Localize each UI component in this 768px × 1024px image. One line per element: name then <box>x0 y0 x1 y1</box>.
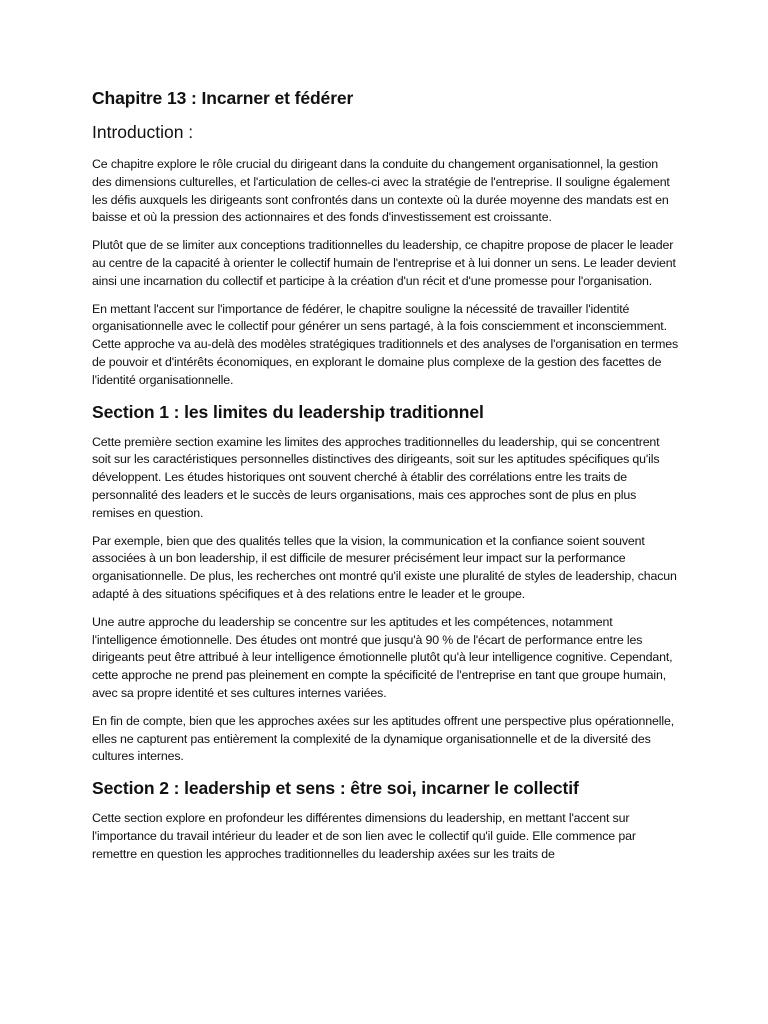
section1-paragraph: Cette première section examine les limites des approches traditionnelles du leadership, qui se concentrent soit sur les caractéristiques personnelles distinctives des dirigeants, soit sur les aptitudes spécifiques qu'ils développent. Les études historiques ont souvent cherché à établir des corrélations entre les traits de personnalité des leaders et le succès de leurs organisations, mais ces approches sont de plus en plus remises en question. <box>92 434 660 520</box>
section1-paragraph: Une autre approche du leadership se concentre sur les aptitudes et les compétences, notamment l'intelligence émotionnelle. Des études ont montré que jusqu'à 90 % de l'écart de performance entre les dirigeants peut être attribué à leur intelligence émotionnelle plutôt qu'à leur intelligence cognitive. Cependant, cette approche ne prend pas pleinement en compte la spécificité de l'entreprise en tant que groupe humain, avec sa propre identité et ses cultures internes variées. <box>92 614 673 700</box>
intro-paragraph: Plutôt que de se limiter aux conceptions traditionnelles du leadership, ce chapitre propose de placer le leader au centre de la capacité à orienter le collectif humain de l'entreprise et à lui donner un sens. Le leader devient ainsi une incarnation du collectif et participe à la création d'un récit et d'une promesse pour l'organisation. <box>92 238 676 288</box>
chapter-title: Chapitre 13 : Incarner et fédérer <box>92 88 354 108</box>
intro-heading: Introduction : <box>92 122 194 142</box>
section1-paragraph: En fin de compte, bien que les approches axées sur les aptitudes offrent une perspective plus opérationnelle, elles ne capturent pas entièrement la complexité de la dynamique organisationnelle et de la diversité des cultures internes. <box>92 713 674 764</box>
intro-paragraph: Ce chapitre explore le rôle crucial du dirigeant dans la conduite du changement organisationnel, la gestion des dimensions culturelles, et l'articulation de celles-ci avec la stratégie de l'entreprise. Il souligne également les défis auxquels les dirigeants sont confrontés dans un contexte où la durée moyenne des mandats est en baisse et où la pression des actionnaires et des fonds d'investissement est croissante. <box>92 157 670 225</box>
intro-paragraph: En mettant l'accent sur l'importance de fédérer, le chapitre souligne la nécessité de travailler l'identité organisationnelle avec le collectif pour générer un sens partagé, à la fois consciemment et inconsciemment. Cette approche va au-delà des modèles stratégiques traditionnels et des analyses de l'organisation en termes de pouvoir et d'intérêts économiques, en explorant le domaine plus complexe de la gestion des facettes de l'identité organisationnelle. <box>92 301 679 387</box>
section2-heading: Section 2 : leadership et sens : être soi, incarner le collectif <box>92 778 579 799</box>
section2-paragraph: Cette section explore en profondeur les différentes dimensions du leadership, en mettant l'accent sur l'importance du travail intérieur du leader et de son lien avec le collectif qu'il guide. Elle commence par remettre en question les approches traditionnelles du leadership axées sur les traits de <box>92 811 636 861</box>
document-page <box>92 86 680 874</box>
section1-heading: Section 1 : les limites du leadership traditionnel <box>92 401 484 422</box>
section1-paragraph: Par exemple, bien que des qualités telles que la vision, la communication et la confiance soient souvent associées à un bon leadership, il est difficile de mesurer précisément leur impact sur la performance organisationnelle. De plus, les recherches ont montré qu'il existe une pluralité de styles de leadership, chacun adapté à des situations spécifiques et à des relations entre le leader et le groupe. <box>92 533 677 601</box>
